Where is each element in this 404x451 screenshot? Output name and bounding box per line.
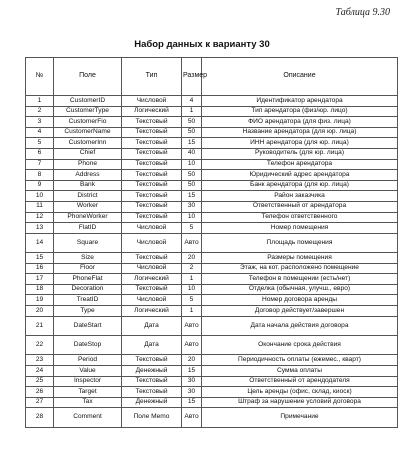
table-row xyxy=(26,336,398,355)
cell-size: 1 xyxy=(182,306,202,317)
cell-field: Decoration xyxy=(54,284,122,295)
cell-type: Текстовый xyxy=(122,201,182,212)
header-type: Тип xyxy=(122,58,182,96)
table-row xyxy=(26,233,398,252)
table-header-row xyxy=(26,58,398,96)
cell-size: 1 xyxy=(182,274,202,285)
cell-size: 40 xyxy=(182,148,202,159)
cell-field: DateStop xyxy=(54,336,122,355)
cell-size: 20 xyxy=(182,253,202,264)
cell-field: TreatID xyxy=(54,295,122,306)
cell-field: Worker xyxy=(54,201,122,212)
cell-description: Телефон арендатора xyxy=(202,159,398,170)
cell-field: FlatID xyxy=(54,223,122,234)
table-row xyxy=(26,397,398,408)
cell-field: District xyxy=(54,191,122,202)
cell-number: 16 xyxy=(26,263,54,274)
cell-field: CustomerInn xyxy=(54,138,122,149)
cell-description: Ответственный от арендодателя xyxy=(202,376,398,387)
cell-type: Дата xyxy=(122,316,182,335)
cell-type: Текстовый xyxy=(122,284,182,295)
cell-type: Логический xyxy=(122,106,182,117)
cell-number: 20 xyxy=(26,306,54,317)
cell-size: 50 xyxy=(182,170,202,181)
cell-number: 5 xyxy=(26,138,54,149)
cell-size: 50 xyxy=(182,127,202,138)
cell-field: Value xyxy=(54,366,122,377)
cell-type: Денежный xyxy=(122,397,182,408)
cell-type: Текстовый xyxy=(122,180,182,191)
cell-description: Площадь помещения xyxy=(202,233,398,252)
table-row xyxy=(26,223,398,234)
cell-number: 27 xyxy=(26,397,54,408)
table-row xyxy=(26,170,398,181)
cell-field: Tax xyxy=(54,397,122,408)
cell-size: 30 xyxy=(182,201,202,212)
table-row xyxy=(26,387,398,398)
table-row xyxy=(26,274,398,285)
cell-description: ИНН арендатора (для юр. лица) xyxy=(202,138,398,149)
cell-description: Сумма оплаты xyxy=(202,366,398,377)
cell-number: 9 xyxy=(26,180,54,191)
cell-type: Дата xyxy=(122,336,182,355)
cell-number: 17 xyxy=(26,274,54,285)
cell-size: Авто xyxy=(182,233,202,252)
cell-size: 15 xyxy=(182,366,202,377)
cell-field: DateStart xyxy=(54,316,122,335)
dataset-table xyxy=(25,57,398,428)
cell-type: Текстовый xyxy=(122,148,182,159)
cell-type: Логический xyxy=(122,274,182,285)
cell-size: 10 xyxy=(182,212,202,223)
cell-size: 30 xyxy=(182,376,202,387)
table-row xyxy=(26,117,398,128)
cell-number: 19 xyxy=(26,295,54,306)
cell-description: Банк арендатора (для юр. лица) xyxy=(202,180,398,191)
cell-size: 5 xyxy=(182,295,202,306)
cell-field: Period xyxy=(54,355,122,366)
cell-number: 2 xyxy=(26,106,54,117)
cell-type: Денежный xyxy=(122,366,182,377)
cell-number: 26 xyxy=(26,387,54,398)
cell-type: Текстовый xyxy=(122,376,182,387)
table-row xyxy=(26,284,398,295)
cell-size: 1 xyxy=(182,106,202,117)
cell-description: Телефон ответственного xyxy=(202,212,398,223)
cell-number: 11 xyxy=(26,201,54,212)
cell-type: Текстовый xyxy=(122,253,182,264)
document-title: Набор данных к варианту 30 xyxy=(134,39,270,50)
cell-field: CustomerID xyxy=(54,96,122,107)
cell-number: 21 xyxy=(26,316,54,335)
table-row xyxy=(26,148,398,159)
cell-size: 20 xyxy=(182,355,202,366)
table-row xyxy=(26,159,398,170)
cell-field: CustomerName xyxy=(54,127,122,138)
table-row xyxy=(26,376,398,387)
cell-field: Square xyxy=(54,233,122,252)
cell-field: Address xyxy=(54,170,122,181)
cell-description: Размеры помещения xyxy=(202,253,398,264)
table-row xyxy=(26,96,398,107)
table-row xyxy=(26,306,398,317)
cell-field: Phone xyxy=(54,159,122,170)
cell-number: 22 xyxy=(26,336,54,355)
cell-description: Дата начала действия договора xyxy=(202,316,398,335)
cell-description: Тип арендатора (физ/юр. лицо) xyxy=(202,106,398,117)
cell-field: Type xyxy=(54,306,122,317)
cell-description: Название арендатора (для юр. лица) xyxy=(202,127,398,138)
cell-type: Текстовый xyxy=(122,191,182,202)
cell-field: Inspector xyxy=(54,376,122,387)
cell-field: Bank xyxy=(54,180,122,191)
table-row xyxy=(26,106,398,117)
cell-description: Руководитель (для юр. лица) xyxy=(202,148,398,159)
cell-description: Окончание срока действия xyxy=(202,336,398,355)
table-caption: Таблица 9.30 xyxy=(335,7,390,18)
cell-number: 14 xyxy=(26,233,54,252)
cell-number: 4 xyxy=(26,127,54,138)
cell-size: 15 xyxy=(182,191,202,202)
cell-description: Этаж, на кот. расположено помещение xyxy=(202,263,398,274)
table-row xyxy=(26,366,398,377)
cell-type: Числовой xyxy=(122,223,182,234)
cell-description: Цель аренды (офис, склад, киоск) xyxy=(202,387,398,398)
cell-number: 15 xyxy=(26,253,54,264)
cell-size: 5 xyxy=(182,223,202,234)
header-size: Размер xyxy=(182,58,202,96)
cell-size: 2 xyxy=(182,263,202,274)
cell-type: Текстовый xyxy=(122,117,182,128)
cell-description: Номер договора аренды xyxy=(202,295,398,306)
cell-size: Авто xyxy=(182,408,202,427)
cell-number: 25 xyxy=(26,376,54,387)
cell-description: ФИО арендатора (для физ. лица) xyxy=(202,117,398,128)
cell-description: Отделка (обычная, улучш., евро) xyxy=(202,284,398,295)
table-row xyxy=(26,253,398,264)
cell-description: Юридический адрес арендатора xyxy=(202,170,398,181)
table-row xyxy=(26,191,398,202)
cell-type: Числовой xyxy=(122,96,182,107)
cell-size: Авто xyxy=(182,336,202,355)
cell-size: 10 xyxy=(182,284,202,295)
cell-type: Числовой xyxy=(122,233,182,252)
cell-size: 15 xyxy=(182,138,202,149)
cell-type: Числовой xyxy=(122,295,182,306)
cell-description: Район заказчика xyxy=(202,191,398,202)
table-row xyxy=(26,408,398,427)
cell-description: Телефон в помещении (есть/нет) xyxy=(202,274,398,285)
table-row xyxy=(26,138,398,149)
cell-field: Size xyxy=(54,253,122,264)
cell-number: 23 xyxy=(26,355,54,366)
table-row xyxy=(26,201,398,212)
cell-description: Договор действует/завершен xyxy=(202,306,398,317)
cell-type: Логический xyxy=(122,306,182,317)
header-field: Поле xyxy=(54,58,122,96)
cell-size: 50 xyxy=(182,180,202,191)
cell-field: PhoneFlat xyxy=(54,274,122,285)
cell-number: 8 xyxy=(26,170,54,181)
cell-type: Текстовый xyxy=(122,127,182,138)
cell-field: CustomerType xyxy=(54,106,122,117)
header-number: № xyxy=(26,58,54,96)
cell-size: 30 xyxy=(182,387,202,398)
cell-number: 24 xyxy=(26,366,54,377)
cell-type: Текстовый xyxy=(122,387,182,398)
cell-number: 13 xyxy=(26,223,54,234)
cell-number: 7 xyxy=(26,159,54,170)
table-row xyxy=(26,127,398,138)
table-row xyxy=(26,212,398,223)
table-row xyxy=(26,295,398,306)
cell-size: Авто xyxy=(182,316,202,335)
cell-number: 18 xyxy=(26,284,54,295)
cell-description: Периодичность оплаты (ежемес., кварт) xyxy=(202,355,398,366)
cell-description: Номер помещения xyxy=(202,223,398,234)
cell-description: Штраф за нарушение условий договора xyxy=(202,397,398,408)
table-row xyxy=(26,316,398,335)
cell-type: Текстовый xyxy=(122,159,182,170)
cell-description: Ответственный от арендатора xyxy=(202,201,398,212)
cell-number: 28 xyxy=(26,408,54,427)
cell-type: Текстовый xyxy=(122,138,182,149)
cell-type: Текстовый xyxy=(122,212,182,223)
cell-number: 10 xyxy=(26,191,54,202)
table-row xyxy=(26,180,398,191)
cell-size: 15 xyxy=(182,397,202,408)
cell-number: 6 xyxy=(26,148,54,159)
cell-field: Target xyxy=(54,387,122,398)
cell-size: 50 xyxy=(182,117,202,128)
cell-type: Числовой xyxy=(122,263,182,274)
cell-size: 10 xyxy=(182,159,202,170)
cell-description: Идентификатор арендатора xyxy=(202,96,398,107)
table-row xyxy=(26,263,398,274)
cell-type: Текстовый xyxy=(122,355,182,366)
cell-number: 12 xyxy=(26,212,54,223)
cell-description: Примечание xyxy=(202,408,398,427)
cell-field: CustomerFio xyxy=(54,117,122,128)
cell-size: 4 xyxy=(182,96,202,107)
cell-field: Floor xyxy=(54,263,122,274)
header-description: Описание xyxy=(202,58,398,96)
cell-field: Chief xyxy=(54,148,122,159)
cell-type: Текстовый xyxy=(122,170,182,181)
cell-number: 1 xyxy=(26,96,54,107)
cell-field: Comment xyxy=(54,408,122,427)
cell-field: PhoneWorker xyxy=(54,212,122,223)
cell-number: 3 xyxy=(26,117,54,128)
cell-type: Поле Memo xyxy=(122,408,182,427)
table-row xyxy=(26,355,398,366)
